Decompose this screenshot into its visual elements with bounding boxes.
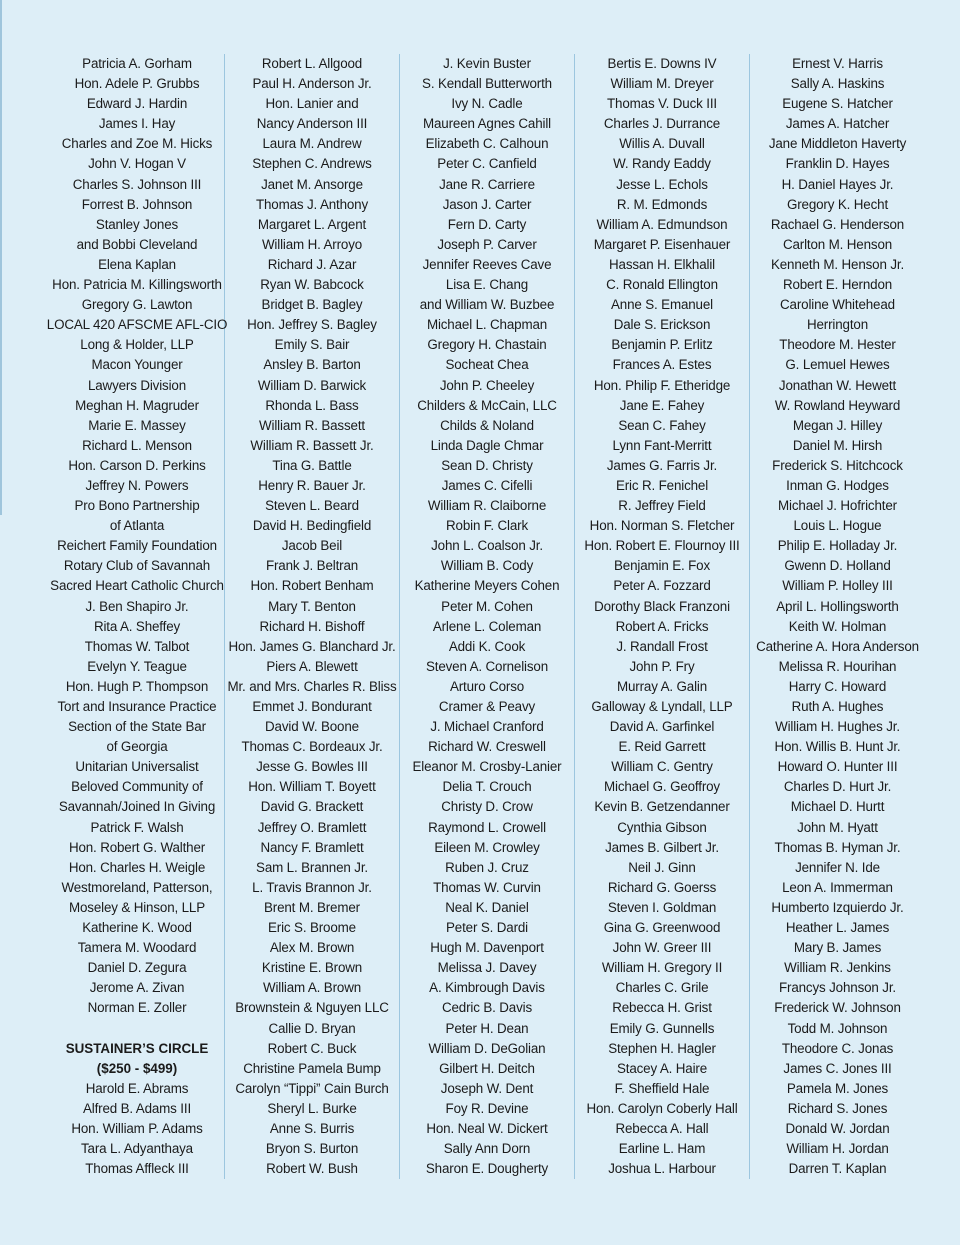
donor-name: Robin F. Clark <box>446 518 528 534</box>
donor-name: Delia T. Crouch <box>442 779 532 795</box>
donor-name: Joseph P. Carver <box>437 236 537 252</box>
donor-name: Elizabeth C. Calhoun <box>425 136 549 152</box>
donor-name: Sean D. Christy <box>441 457 533 473</box>
donor-name: John V. Hogan V <box>88 156 186 172</box>
donor-name: Peter M. Cohen <box>441 598 533 614</box>
donor-name: Hon. Charles H. Weigle <box>68 859 206 875</box>
donor-name: Daniel D. Zegura <box>87 960 187 976</box>
donor-name: Harry C. Howard <box>788 678 887 694</box>
donor-name: Emily S. Bair <box>274 337 350 353</box>
donor-name: Ansley B. Barton <box>263 357 361 373</box>
donor-name: Michael L. Chapman <box>426 317 548 333</box>
donor-name: William H. Arroyo <box>261 236 363 252</box>
donor-name: Sharon E. Dougherty <box>425 1161 549 1177</box>
donor-name: April L. Hollingsworth <box>776 598 899 614</box>
donor-name: Katherine Meyers Cohen <box>414 578 560 594</box>
donor-name: Ruth A. Hughes <box>791 699 884 714</box>
donor-name: Patricia A. Gorham <box>82 56 192 71</box>
donor-name: Benjamin P. Erlitz <box>611 337 713 353</box>
donor-name: Melissa J. Davey <box>437 960 537 976</box>
donor-name: William H. Jordan <box>786 1141 889 1157</box>
donor-name: Piers A. Blewett <box>266 658 358 674</box>
donor-name: William H. Gregory II <box>601 960 723 976</box>
donor-name: Marie E. Massey <box>88 417 186 433</box>
donor-name: Childers & McCain, LLC <box>417 397 557 413</box>
donor-name: Edward J. Hardin <box>86 96 188 112</box>
donor-name: Joseph W. Dent <box>440 1080 534 1096</box>
donor-name: Christine Pamela Bump <box>243 1060 381 1076</box>
donor-name: William R. Bassett Jr. <box>250 437 374 453</box>
donor-name: Hugh M. Davenport <box>430 940 544 956</box>
donor-name: W. Rowland Heyward <box>774 397 901 413</box>
donor-name: Lynn Fant-Merritt <box>612 437 712 453</box>
donor-name: Jeffrey O. Bramlett <box>257 819 367 835</box>
donor-name: Nancy Anderson III <box>256 116 368 132</box>
donor-name: David A. Garfinkel <box>609 719 715 735</box>
donor-name: James B. Gilbert Jr. <box>605 839 719 855</box>
donor-name: Forrest B. Johnson <box>81 196 193 212</box>
donor-name: Steven A. Cornelison <box>425 658 549 674</box>
donor-name: Jacob Beil <box>281 538 343 554</box>
donor-name: Ryan W. Babcock <box>260 277 364 293</box>
donor-name: Charles and Zoe M. Hicks <box>61 136 213 152</box>
donor-name: Tort and Insurance Practice <box>57 699 217 714</box>
donor-name: Sally A. Haskins <box>790 76 885 92</box>
donor-name: Peter H. Dean <box>445 1020 529 1036</box>
donor-name: of Georgia <box>106 739 168 755</box>
donor-name: Gilbert H. Deitch <box>439 1060 535 1076</box>
donor-name: Frederick W. Johnson <box>774 1000 901 1016</box>
donor-name: Jason J. Carter <box>442 196 532 212</box>
donor-name: Fern D. Carty <box>447 216 527 232</box>
donor-name: J. Ben Shapiro Jr. <box>85 598 189 614</box>
donor-name: A. Kimbrough Davis <box>429 980 545 996</box>
donor-name: Heather L. James <box>785 920 890 936</box>
donor-name: Patrick F. Walsh <box>90 819 184 835</box>
donor-name: Raymond L. Crowell <box>428 819 546 835</box>
donor-name: Hon. Carson D. Perkins <box>68 457 206 473</box>
donor-name: Elena Kaplan <box>98 256 176 272</box>
donor-name: Bertis E. Downs IV <box>607 56 717 71</box>
donor-name: Brent M. Bremer <box>264 899 360 915</box>
donor-name: Cedric B. Davis <box>441 1000 533 1016</box>
donor-name: Rhonda L. Bass <box>265 397 359 413</box>
donor-name: Paul H. Anderson Jr. <box>252 76 372 92</box>
donor-name: Steven I. Goldman <box>607 899 717 915</box>
donor-column-1 <box>46 54 228 1179</box>
donor-name: Gwenn D. Holland <box>784 558 891 574</box>
donor-name: Westmoreland, Patterson, <box>61 879 213 895</box>
donor-name: and Bobbi Cleveland <box>76 236 198 252</box>
donor-name: Maureen Agnes Cahill <box>422 116 551 132</box>
donor-name: Melissa R. Hourihan <box>778 658 897 674</box>
donor-name: John P. Fry <box>629 658 695 674</box>
donor-name: Theodore M. Hester <box>779 337 896 353</box>
donor-name: Linda Dagle Chmar <box>430 437 544 453</box>
donor-name: C. Ronald Ellington <box>606 277 718 293</box>
donor-name: Foy R. Devine <box>445 1100 529 1116</box>
donor-name: Richard L. Menson <box>82 437 192 453</box>
donor-name: Gina G. Greenwood <box>603 920 721 936</box>
donor-name: Sally Ann Dorn <box>443 1141 531 1157</box>
donor-name: Hon. Robert E. Flournoy III <box>584 538 740 554</box>
donor-name: Richard G. Goerss <box>607 879 717 895</box>
donor-name: Jane R. Carriere <box>439 176 535 192</box>
donor-name: Richard W. Creswell <box>428 739 546 755</box>
donor-name: William D. DeGolian <box>428 1040 546 1056</box>
donor-name: Henry R. Bauer Jr. <box>258 477 366 493</box>
donor-name: James I. Hay <box>98 116 176 132</box>
donor-name: Eleanor M. Crosby-Lanier <box>412 759 562 775</box>
donor-name: William P. Holley III <box>782 578 893 594</box>
donor-name: R. Jeffrey Field <box>618 498 706 514</box>
donor-name: Katherine K. Wood <box>82 920 192 936</box>
donor-name: Hon. William T. Boyett <box>248 779 376 795</box>
donor-name: L. Travis Brannon Jr. <box>252 879 372 895</box>
donor-name: Gregory H. Chastain <box>427 337 547 353</box>
donor-name: Lawyers Division <box>87 377 187 393</box>
donor-name: Hon. Adele P. Grubbs <box>74 76 200 92</box>
donor-name: J. Kevin Buster <box>443 56 531 71</box>
donor-name: Rita A. Sheffey <box>93 618 181 634</box>
donor-name: Rebecca A. Hall <box>615 1120 709 1136</box>
donor-name: Hon. Robert Benham <box>250 578 374 594</box>
donor-name: Eric S. Broome <box>268 920 356 936</box>
donor-name: E. Reid Garrett <box>618 739 706 755</box>
donor-name: Herrington <box>806 317 869 333</box>
donor-name: Catherine A. Hora Anderson <box>756 638 919 654</box>
donor-name: Eugene S. Hatcher <box>782 96 893 112</box>
donor-name: Jonathan W. Hewett <box>778 377 897 393</box>
donor-name: Charles D. Hurt Jr. <box>783 779 892 795</box>
donor-name: Margaret L. Argent <box>257 216 367 232</box>
donor-name: Howard O. Hunter III <box>777 759 898 775</box>
donor-name: LOCAL 420 AFSCME AFL-CIO <box>46 317 228 333</box>
donor-name: Michael G. Geoffroy <box>604 779 720 795</box>
donor-name: Rachael G. Henderson <box>770 216 905 232</box>
donor-name: Earline L. Ham <box>618 1141 706 1157</box>
donor-name: Robert A. Fricks <box>615 618 709 634</box>
donor-name: Meghan H. Magruder <box>75 397 199 413</box>
donor-name: Galloway & Lyndall, LLP <box>591 699 733 714</box>
donor-name: Hon. James G. Blanchard Jr. <box>228 638 396 654</box>
donor-name: Gregory K. Hecht <box>786 196 889 212</box>
donor-name: Section of the State Bar <box>68 719 206 735</box>
section-heading: SUSTAINER’S CIRCLE <box>65 1040 209 1056</box>
donor-name: Hon. Philip F. Etheridge <box>593 377 731 393</box>
donor-name: Jane Middleton Haverty <box>768 136 907 152</box>
donor-name: Neil J. Ginn <box>628 859 696 875</box>
donor-name: Mr. and Mrs. Charles R. Bliss <box>227 678 397 694</box>
donor-name: Benjamin E. Fox <box>614 558 710 574</box>
donor-name: James C. Cifelli <box>441 477 533 493</box>
donor-name: Hon. Jeffrey S. Bagley <box>247 317 377 333</box>
donor-name: Robert E. Herndon <box>782 277 893 293</box>
donor-name: Stanley Jones <box>95 216 179 232</box>
donor-name: Daniel M. Hirsh <box>792 437 883 453</box>
donor-name: Thomas W. Talbot <box>84 638 190 654</box>
donor-name: Theodore C. Jonas <box>781 1040 894 1056</box>
donor-name: Robert L. Allgood <box>261 56 363 71</box>
donor-name: Jennifer N. Ide <box>795 859 880 875</box>
donor-name: Callie D. Bryan <box>268 1020 356 1036</box>
donor-name: Hon. Willis B. Hunt Jr. <box>774 739 901 755</box>
donor-name: Alex M. Brown <box>269 940 355 956</box>
donor-name: Laura M. Andrew <box>262 136 362 152</box>
donor-name: Ruben J. Cruz <box>445 859 529 875</box>
donor-name: Joshua L. Harbour <box>608 1161 716 1177</box>
donor-name: Leon A. Immerman <box>782 879 893 895</box>
donor-name: Emily G. Gunnells <box>609 1020 715 1036</box>
donor-name: David G. Brackett <box>260 799 364 815</box>
donor-name: Anne S. Burris <box>269 1120 355 1136</box>
donor-name: Michael D. Hurtt <box>790 799 885 815</box>
section-heading: ($250 - $499) <box>96 1060 178 1076</box>
donor-name: David W. Boone <box>265 719 359 735</box>
donor-name: Reichert Family Foundation <box>57 538 217 554</box>
donor-name: Thomas B. Hyman Jr. <box>774 839 901 855</box>
donor-name: Todd M. Johnson <box>787 1020 888 1036</box>
donor-name: Tina G. Battle <box>272 457 352 473</box>
donor-name: Carolyn “Tippi” Cain Burch <box>235 1080 389 1096</box>
donor-name: Rotary Club of Savannah <box>63 558 211 574</box>
donor-name: Richard H. Bishoff <box>259 618 365 634</box>
donor-name: Dale S. Erickson <box>613 317 711 333</box>
donor-name: William H. Hughes Jr. <box>775 719 900 735</box>
donor-name: Hon. Robert G. Walther <box>68 839 206 855</box>
donor-name: Savannah/Joined In Giving <box>58 799 216 815</box>
donor-name: Donald W. Jordan <box>785 1120 890 1136</box>
donor-name: Keith W. Holman <box>788 618 887 634</box>
donor-name: Norman E. Zoller <box>87 1000 187 1016</box>
donor-name: Stacey A. Haire <box>616 1060 708 1076</box>
donor-name: William R. Claiborne <box>427 498 547 514</box>
donor-name: John L. Coalson Jr. <box>431 538 543 554</box>
donor-name: Murray A. Galin <box>616 678 708 694</box>
donor-name: Emmet J. Bondurant <box>252 699 372 714</box>
donor-name: Unitarian Universalist <box>75 759 199 775</box>
donor-name: Jerome A. Zivan <box>89 980 185 996</box>
donor-name: Tara L. Adyanthaya <box>81 1141 193 1157</box>
donor-name: William A. Edmundson <box>596 216 728 232</box>
donor-name: Tamera M. Woodard <box>77 940 197 956</box>
donor-name: J. Randall Frost <box>616 638 708 654</box>
donor-name: Kevin B. Getzendanner <box>594 799 730 815</box>
donor-name: Steven L. Beard <box>265 498 359 514</box>
donor-name: Franklin D. Hayes <box>785 156 890 172</box>
donor-name: Alfred B. Adams III <box>82 1100 192 1116</box>
donor-name: Ivy N. Cadle <box>451 96 523 112</box>
donor-name: Charles C. Grile <box>615 980 709 996</box>
donor-name: Frances A. Estes <box>612 357 712 373</box>
donor-name: Carlton M. Henson <box>782 236 893 252</box>
donor-name: Hon. Neal W. Dickert <box>426 1120 548 1136</box>
donor-name: Cramer & Peavy <box>438 699 536 714</box>
donor-name: Thomas V. Duck III <box>607 96 717 112</box>
donor-name: Thomas C. Bordeaux Jr. <box>241 739 383 755</box>
donor-name: Gregory G. Lawton <box>81 297 193 313</box>
donor-name: Robert C. Buck <box>267 1040 357 1056</box>
donor-name: James C. Jones III <box>783 1060 892 1076</box>
donor-name: Hon. Hugh P. Thompson <box>65 678 209 694</box>
donor-name: Dorothy Black Franzoni <box>594 598 730 614</box>
donor-name: Thomas J. Anthony <box>255 196 369 212</box>
donor-name: Christy D. Crow <box>441 799 533 815</box>
donor-name: S. Kendall Butterworth <box>422 76 552 92</box>
donor-name: William C. Gentry <box>611 759 713 775</box>
donor-name: Michael J. Hofrichter <box>778 498 897 514</box>
donor-name: Charles J. Durrance <box>603 116 721 132</box>
donor-column-4 <box>575 54 750 1179</box>
donor-name: Neal K. Daniel <box>445 899 529 915</box>
donor-name: John W. Greer III <box>612 940 712 956</box>
donor-name: Hon. William P. Adams <box>71 1120 203 1136</box>
donor-column-3 <box>400 54 575 1179</box>
donor-name: Jeffrey N. Powers <box>85 477 189 493</box>
donor-name: Thomas Affleck III <box>85 1161 189 1177</box>
donor-name: Inman G. Hodges <box>786 477 889 493</box>
donor-name: Hon. Patricia M. Killingsworth <box>52 277 222 293</box>
donor-name: Philip E. Holladay Jr. <box>777 538 898 554</box>
donor-name: James A. Hatcher <box>785 116 890 132</box>
donor-name: Hon. Carolyn Coberly Hall <box>586 1100 738 1116</box>
donor-name: William R. Bassett <box>259 417 365 433</box>
donor-name: Rebecca H. Grist <box>612 1000 712 1016</box>
donor-name: Jesse G. Bowles III <box>256 759 368 775</box>
donor-name: Harold E. Abrams <box>85 1080 189 1096</box>
donor-name: Sheryl L. Burke <box>267 1100 357 1116</box>
donor-name: Stephen C. Andrews <box>252 156 372 172</box>
donor-name: Brownstein & Nguyen LLC <box>235 1000 389 1016</box>
donor-name: Jennifer Reeves Cave <box>422 256 552 272</box>
donor-name: Nancy F. Bramlett <box>260 839 364 855</box>
donor-name: Humberto Izquierdo Jr. <box>771 899 904 915</box>
donor-name: of Atlanta <box>109 518 165 534</box>
donor-name: Macon Younger <box>91 357 183 373</box>
left-edge-rule <box>0 0 2 515</box>
donor-name: Darren T. Kaplan <box>788 1161 887 1177</box>
donor-name: Margaret P. Eisenhauer <box>593 236 731 252</box>
donor-name: F. Sheffield Hale <box>614 1080 710 1096</box>
donor-name: Moseley & Hinson, LLP <box>68 899 206 915</box>
donor-name: Jesse L. Echols <box>616 176 708 192</box>
donor-name: Janet M. Ansorge <box>261 176 363 192</box>
donor-name: Willis A. Duvall <box>619 136 705 152</box>
donor-name: William B. Cody <box>440 558 534 574</box>
donor-name: Pamela M. Jones <box>786 1080 889 1096</box>
donor-name: Lisa E. Chang <box>445 277 529 293</box>
donor-name: Thomas W. Curvin <box>433 879 541 895</box>
donor-name: Beloved Community of <box>71 779 203 795</box>
donor-name: Addi K. Cook <box>448 638 526 654</box>
donor-name: Kristine E. Brown <box>261 960 363 976</box>
donor-name: Richard S. Jones <box>787 1100 888 1116</box>
donor-name: J. Michael Cranford <box>430 719 544 735</box>
donor-name: Evelyn Y. Teague <box>87 658 187 674</box>
donor-name: Kenneth M. Henson Jr. <box>770 256 905 272</box>
donor-name: Stephen H. Hagler <box>608 1040 716 1056</box>
donor-name: Louis L. Hogue <box>793 518 882 534</box>
donor-name: Arlene L. Coleman <box>432 618 542 634</box>
donor-name: Frederick S. Hitchcock <box>772 457 903 473</box>
donor-name: William M. Dreyer <box>610 76 714 92</box>
donor-name: Arturo Corso <box>449 678 525 694</box>
donor-column-2 <box>225 54 400 1179</box>
donor-name: Peter S. Dardi <box>446 920 528 936</box>
donor-column-5 <box>750 54 925 1179</box>
donor-name: and William W. Buzbee <box>419 297 555 313</box>
donor-name: Peter A. Fozzard <box>613 578 711 594</box>
donor-name: Caroline Whitehead <box>780 297 895 313</box>
donor-name: G. Lemuel Hewes <box>785 357 890 373</box>
donor-name: Mary T. Benton <box>268 598 356 614</box>
donor-name: Richard J. Azar <box>267 256 357 272</box>
donor-name: David H. Bedingfield <box>252 518 372 534</box>
donor-name: W. Randy Eaddy <box>613 156 711 172</box>
donor-name: Pro Bono Partnership <box>74 498 200 514</box>
donor-name: Megan J. Hilley <box>792 417 883 433</box>
donor-name: William A. Brown <box>262 980 362 996</box>
donor-name: Hassan H. Elkhalil <box>609 256 715 272</box>
donor-name: John M. Hyatt <box>797 819 878 835</box>
donor-name: Hon. Norman S. Fletcher <box>589 518 735 534</box>
donor-name: Anne S. Emanuel <box>611 297 713 313</box>
donor-name: Sam L. Brannen Jr. <box>256 859 368 875</box>
donor-name: Jane E. Fahey <box>619 397 705 413</box>
donor-name: Robert W. Bush <box>266 1161 358 1177</box>
donor-columns <box>46 54 925 1179</box>
donor-name: Bryon S. Burton <box>265 1141 359 1157</box>
donor-name: Frank J. Beltran <box>265 558 359 574</box>
donor-name: Childs & Noland <box>440 417 534 433</box>
donor-name: Charles S. Johnson III <box>72 176 202 192</box>
donor-name: William D. Barwick <box>257 377 367 393</box>
donor-name: Sean C. Fahey <box>618 417 706 433</box>
donor-name: Socheat Chea <box>445 357 529 373</box>
donor-name: Mary B. James <box>793 940 882 956</box>
donor-name: James G. Farris Jr. <box>606 457 718 473</box>
donor-name: William R. Jenkins <box>784 960 891 976</box>
donor-name: John P. Cheeley <box>439 377 535 393</box>
donor-name: Long & Holder, LLP <box>80 337 194 353</box>
donor-name: H. Daniel Hayes Jr. <box>781 176 894 192</box>
donor-name: Sacred Heart Catholic Church <box>50 578 224 594</box>
donor-name: Eileen M. Crowley <box>434 839 540 855</box>
donor-name: R. M. Edmonds <box>616 196 708 212</box>
donor-name: Ernest V. Harris <box>792 56 883 71</box>
donor-name: Cynthia Gibson <box>617 819 707 835</box>
donor-name: Eric R. Fenichel <box>615 477 709 493</box>
donor-name: Francys Johnson Jr. <box>779 980 896 996</box>
donor-name: Bridget B. Bagley <box>261 297 363 313</box>
donor-name: Hon. Lanier and <box>265 96 359 112</box>
donor-name: Peter C. Canfield <box>437 156 537 172</box>
